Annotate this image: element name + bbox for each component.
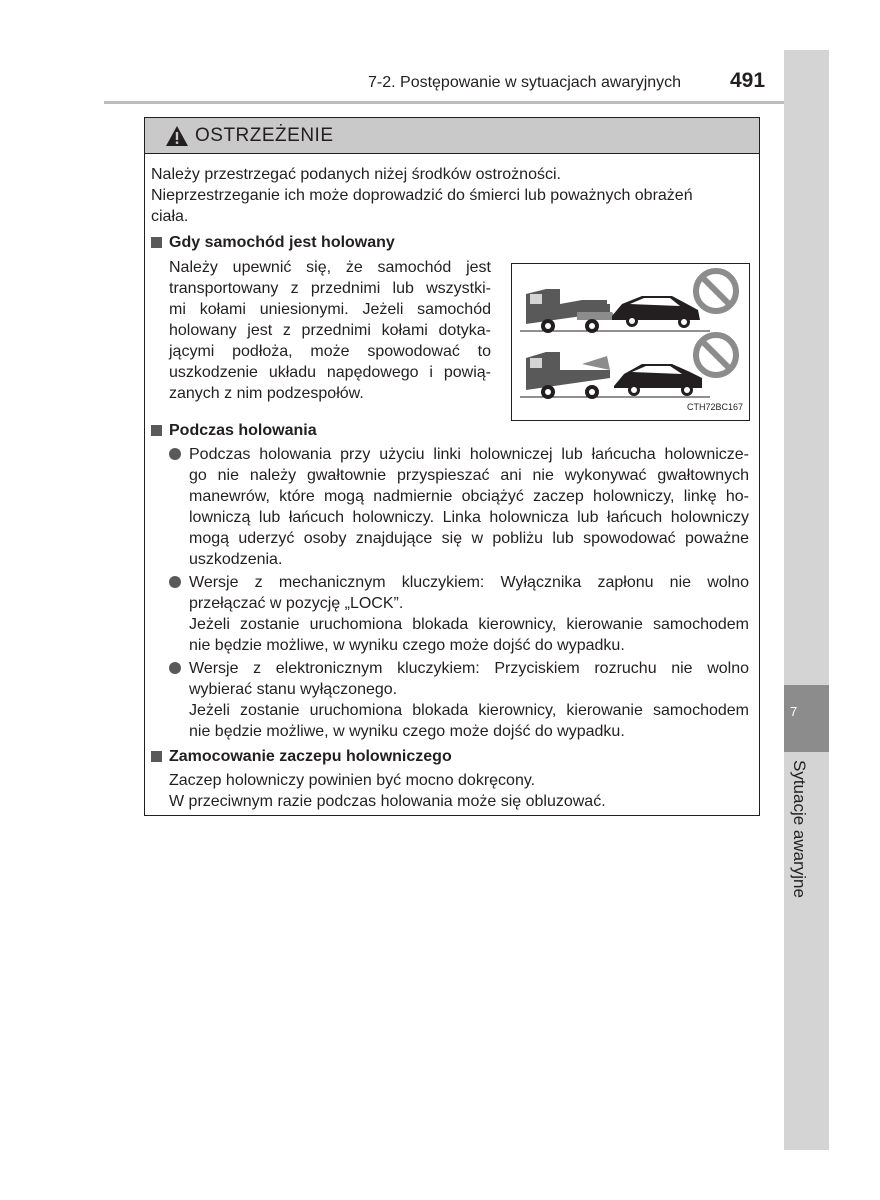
intro-line: Nieprzestrzeganie ich może doprowadzić do śmierci lub poważnych obrażeń [151, 187, 693, 204]
intro-line: ciała. [151, 208, 189, 225]
round-bullet-icon [169, 448, 181, 460]
section-heading: Gdy samochód jest holowany [151, 232, 395, 253]
hitch-line: W przeciwnym razie podczas holowania może się obluzować. [169, 793, 606, 810]
side-tab-bar [784, 50, 829, 1150]
warning-title: OSTRZEŻENIE [195, 124, 334, 146]
page-number: 491 [730, 69, 766, 92]
intro-line: Należy przestrzegać podanych niżej środków ostrożności. [151, 166, 561, 183]
warning-triangle-icon [165, 125, 189, 147]
warning-box: OSTRZEŻENIE Należy przestrzegać podanych niżej środków ostrożności. Nieprzestrzeganie ich może doprowadzić do śmierci lub poważnych obrażeń ciała. Gdy samochód jest holowany Należy upewnić się, że samochód jest transportowany z przednimi lub wszystki- mi kołami uniesionymi. Jeżeli samochód holowany jest z przednimi kołami dotyka- jącymi podłoża, może spowodować to uszkodzenie układu napędowego i powią- zanych z nim podzespołów. CTH72BC167 Podczas holowania Podczas holowania przy użyciu linki holowniczej lub łańcucha holownicze- go nie należy gwałtownie przyspieszać ani nie wykonywać gwałtownych manewrów, które mogą nadmiernie obciążyć zaczep holowniczy, linkę ho- lowniczą lub łańcuch holowniczy. Linka holownicza lub łańcuch holowniczy mogą uderzyć osoby znajdujące się w pobliżu lub spowodować poważne uszkodzenia. Wersje z mechanicznym kluczykiem: Wyłącznika zapłonu nie wolno przełączać w pozycję „LOCK”. Jeżeli zostanie uruchomiona blokada kierownicy, kierowanie samochodem nie będzie możliwe, w wyniku czego może dojść do wypadku. Wersje z elektronicznym kluczykiem: Przyciskiem rozruchu nie wolno wybierać stanu wyłączonego. Jeżeli zostanie uruchomiona blokada kierownicy, kierowanie samochodem nie będzie możliwe, w wyniku czego może dojść do wypadku. Zamocowanie zaczepu holowniczego Zaczep holowniczy powinien być mocno dokręcony. W przeciwnym razie podczas holowania może się obluzować. [144, 117, 760, 816]
section-heading: Zamocowanie zaczepu holowniczego [151, 746, 452, 767]
square-bullet-icon [151, 751, 162, 762]
towing-transport-text: Należy upewnić się, że samochód jest transportowany z przednimi lub wszystki- mi kołami uniesionymi. Jeżeli samochód holowany jest z przednimi kołami dotyka- jącymi podłoża, może spowodować to uszkodzenie układu napędowego i powią- zanych z nim podzespołów. [169, 259, 491, 402]
round-bullet-icon [169, 576, 181, 588]
chapter-number: 7 [790, 704, 798, 719]
square-bullet-icon [151, 425, 162, 436]
round-bullet-icon [169, 662, 181, 674]
towing-illustration [511, 263, 750, 421]
chapter-side-title: Sytuacje awaryjne [790, 760, 809, 898]
header-divider [104, 101, 784, 104]
header-section-title: 7-2. Postępowanie w sytuacjach awaryjnych [368, 74, 682, 91]
warning-header [145, 118, 759, 154]
illustration-code: CTH72BC167 [686, 402, 743, 412]
hitch-line: Zaczep holowniczy powinien być mocno dokręcony. [169, 772, 536, 789]
square-bullet-icon [151, 237, 162, 248]
section-heading: Podczas holowania [151, 420, 317, 441]
